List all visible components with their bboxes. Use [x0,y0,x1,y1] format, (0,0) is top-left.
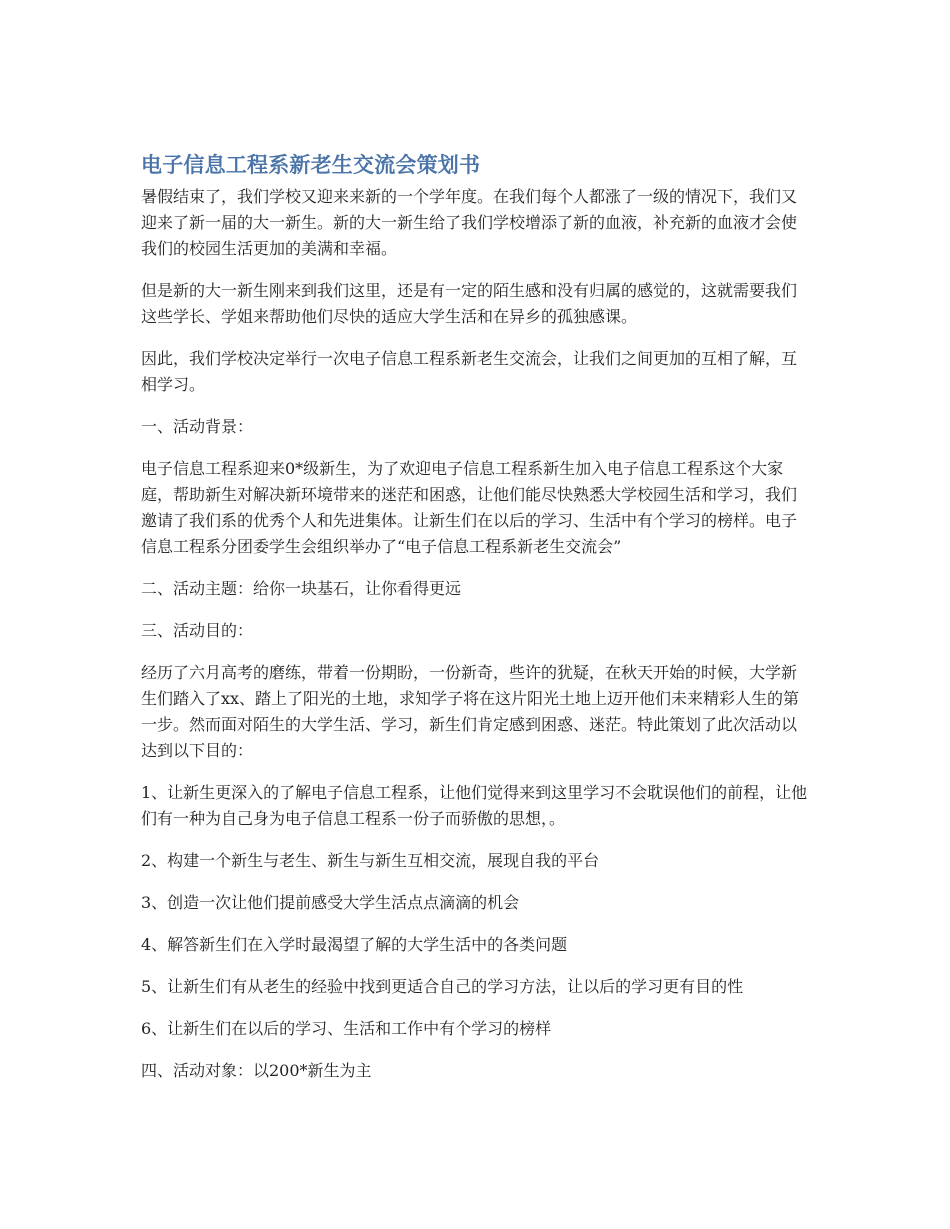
purpose-item-6: 6、让新生们在以后的学习、生活和工作中有个学习的榜样 [141,1019,552,1038]
purpose-paragraph: 经历了六月高考的磨练，带着一份期盼，一份新奇，些许的犹疑，在秋天开始的时候，大学新生们踏入了xx、踏上了阳光的土地，求知学子将在这片阳光土地上迈开他们未来精彩人生的第一步。然而面对陌生的大学生活、学习，新生们肯定感到困惑、迷茫。特此策划了此次活动以达到以下目的： [141,663,800,760]
purpose-item-4: 4、解答新生们在入学时最渴望了解的大学生活中的各类问题 [141,935,568,954]
section-heading-background: 一、活动背景： [141,417,254,436]
purpose-item-1: 1、让新生更深入的了解电子信息工程系，让他们觉得来到这里学习不会耽误他们的前程，让他们有一种为自己身为电子信息工程系一份子而骄傲的思想，。 [141,783,808,828]
intro-paragraph-1: 暑假结束了，我们学校又迎来来新的一个学年度。在我们每个人都涨了一级的情况下，我们又迎来了新一届的大一新生。新的大一新生给了我们学校增添了新的血液，补充新的血液才会使我们的校园生活更加的美满和幸福。 [141,187,798,258]
purpose-item-2: 2、构建一个新生与老生、新生与新生互相交流，展现自我的平台 [141,851,600,870]
background-paragraph: 电子信息工程系迎来0*级新生，为了欢迎电子信息工程系新生加入电子信息工程系这个大家庭，帮助新生对解决新环境带来的迷茫和困惑，让他们能尽快熟悉大学校园生活和学习，我们邀请了我们系的优秀个人和先进集体。让新生们在以后的学习、生活中有个学习的榜样。电子信息工程系分团委学生会组织举办了“电子信息工程系新老生交流会” [141,459,798,556]
section-heading-audience: 四、活动对象：以200*新生为主 [141,1061,372,1080]
intro-paragraph-3: 因此，我们学校决定举行一次电子信息工程系新老生交流会，让我们之间更加的互相了解，互相学习。 [141,349,798,394]
purpose-item-5: 5、让新生们有从老生的经验中找到更适合自己的学习方法，让以后的学习更有目的性 [141,977,744,996]
document-page [141,150,811,1100]
document-title: 电子信息工程系新老生交流会策划书 [141,153,481,177]
section-heading-purpose: 三、活动目的： [141,621,254,640]
purpose-item-3: 3、创造一次让他们提前感受大学生活点点滴滴的机会 [141,893,520,912]
section-heading-theme: 二、活动主题：给你一块基石，让你看得更远 [141,579,462,598]
intro-paragraph-2: 但是新的大一新生刚来到我们这里，还是有一定的陌生感和没有归属的感觉的，这就需要我们这些学长、学姐来帮助他们尽快的适应大学生活和在异乡的孤独感课。 [141,281,798,326]
